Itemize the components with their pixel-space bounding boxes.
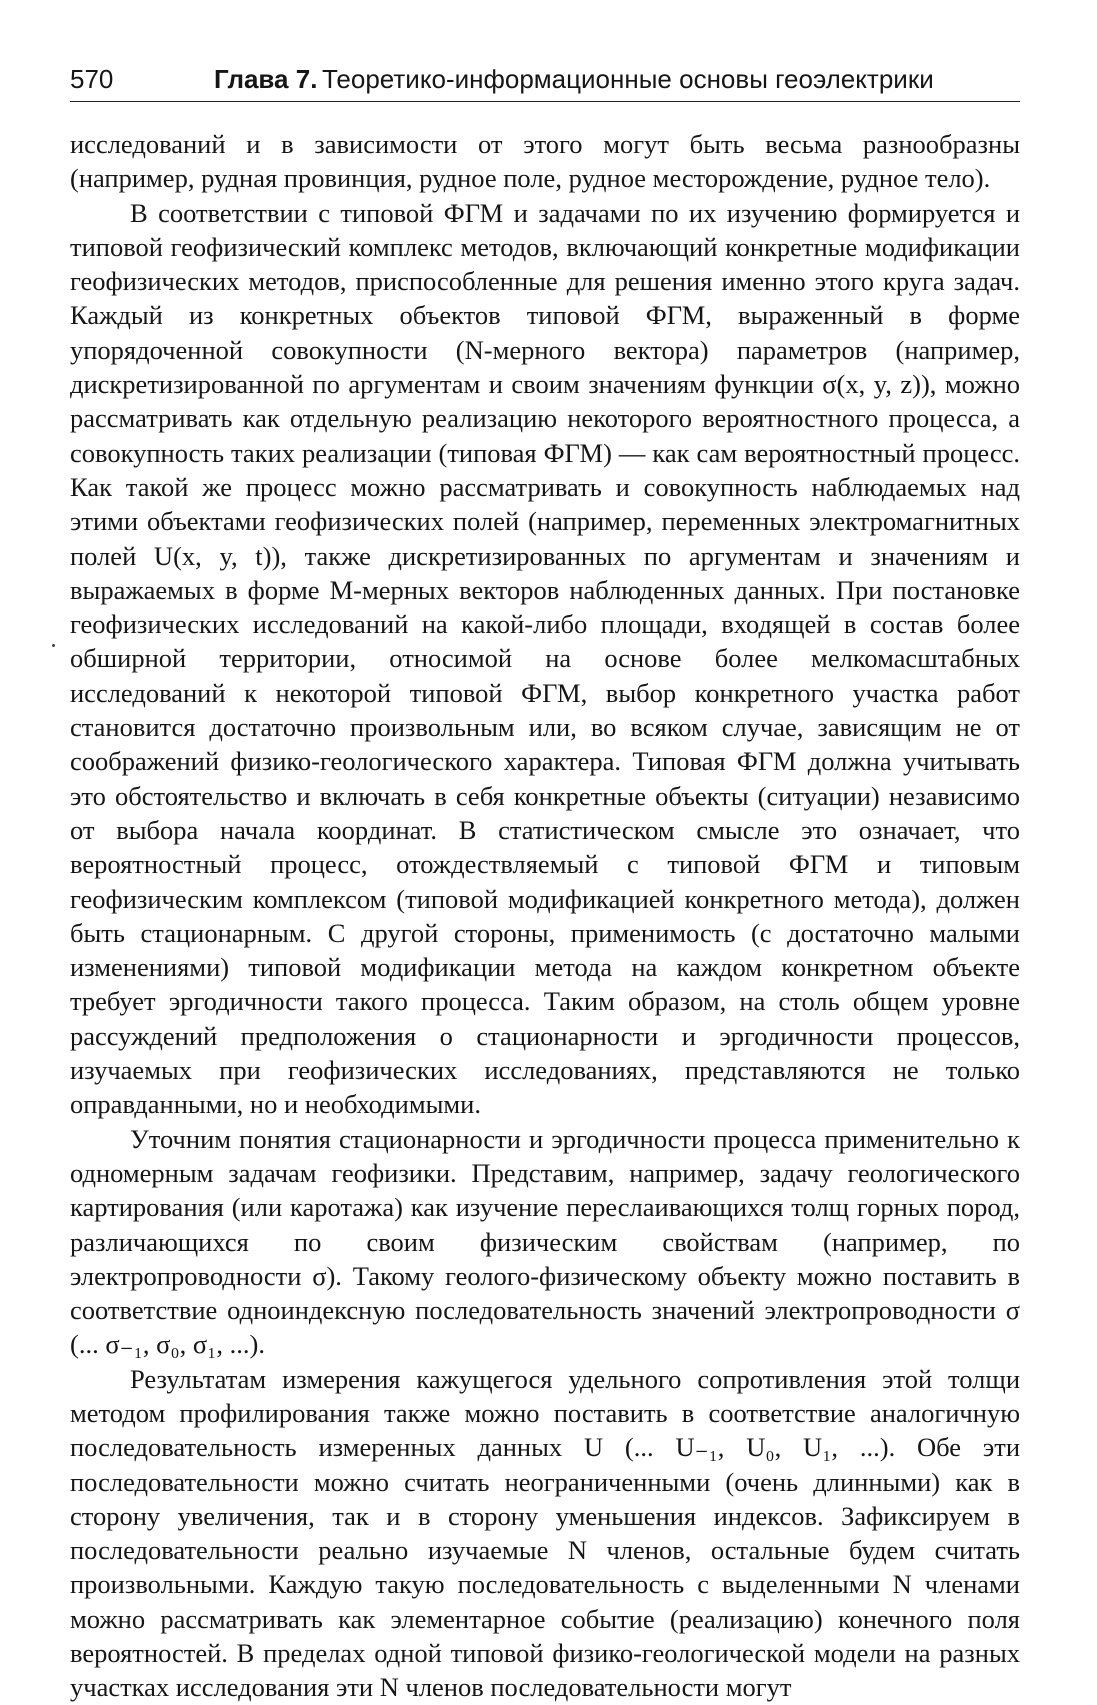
paragraph-continued: исследований и в зависимости от этого могут быть весьма разнообразны (например, рудная провинция, рудное поле, рудное месторождение, рудное тело). [70,129,1020,194]
header-divider [70,101,1020,102]
page-number: 570 [70,64,114,94]
paragraph-stationarity: Уточним понятия стационарности и эргодичности процесса применительно к одномерным задачам геофизики. Представим, например, задачу геологического картирования (или каротажа) как изучение переслаивающихся толщ горных пород, различающихся по своим физическим свойствам (например, по электропроводности σ). Такому геолого-физическому объекту можно поставить в соответствие одноиндексную последовательность значений электропроводности σ (... σ₋₁, σ₀, σ₁, ...). [70,1123,1020,1360]
chapter-label: Глава 7. [214,64,318,94]
running-header [70,64,1020,104]
body-text [70,127,1020,1705]
margin-mark [52,644,55,647]
paragraph-measurement-results: Результатам измерения кажущегося удельного сопротивления этой толщи методом профилирования также можно поставить в соответствие аналогичную последовательность измеренных данных U (... U₋₁, U₀, U₁, ...). Обе эти последовательности можно считать неограниченными (очень длинными) как в сторону увеличения, так и в сторону уменьшения индексов. Зафиксируем в последовательности реально изучаемые N членов, остальные будем считать произвольными. Каждую такую последовательность с выделенными N членами можно рассматривать как элементарное событие (реализацию) конечного поля вероятностей. В пределах одной типовой физико-геологической модели на разных участках исследования эти N членов последовательности могут [70,1363,1020,1703]
paragraph-typical-fgm: В соответствии с типовой ФГМ и задачами по их изучению формируется и типовой геофизический комплекс методов, включающий конкретные модификации геофизических методов, приспособленные для решения именно этого круга задач. Каждый из конкретных объектов типовой ФГМ, выраженный в форме упорядоченной совокупности (N-мерного вектора) параметров (например, дискретизированной по аргументам и своим значениям функции σ(x, y, z)), можно рассматривать как отдельную реализацию некоторого вероятностного процесса, а совокупность таких реализации (типовая ФГМ) — как сам вероятностный процесс. Как такой же процесс можно рассматривать и совокупность наблюдаемых над этими объектами геофизических полей (например, переменных электромагнитных полей U(x, y, t)), также дискретизированных по аргументам и значениям и выражаемых в форме M-мерных векторов наблюденных данных. При постановке геофизических исследований на какой-либо площади, входящей в состав более обширной территории, относимой на основе более мелкомасштабных исследований к некоторой типовой ФГМ, выбор конкретного участка работ становится достаточно произвольным или, во всяком случае, зависящим не от соображений физико-геологического характера. Типовая ФГМ должна учитывать это обстоятельство и включать в себя конкретные объекты (ситуации) независимо от выбора начала координат. В статистическом смысле это означает, что вероятностный процесс, отождествляемый с типовой ФГМ и типовым геофизическим комплексом (типовой модификацией конкретного метода), должен быть стационарным. С другой стороны, применимость (с достаточно малыми изменениями) типовой модификации метода на каждом конкретном объекте требует эргодичности такого процесса. Таким образом, на столь общем уровне рассуждений предположения о стационарности и эргодичности процессов, изучаемых при геофизических исследованиях, представляются не только оправданными, но и необходимыми. [70,197,1020,1120]
chapter-title: Теоретико-информационные основы геоэлектрики [322,64,934,94]
